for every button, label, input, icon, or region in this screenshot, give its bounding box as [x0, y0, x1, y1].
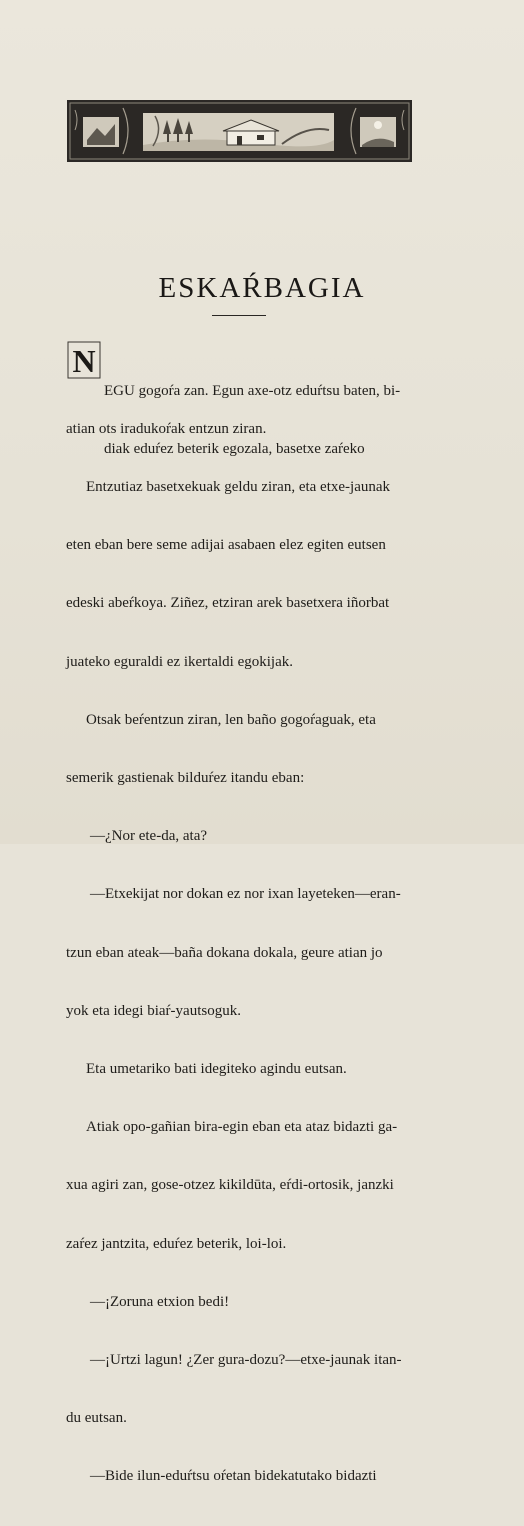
text-line: xua agiri zan, gose-otzez kikildūta, eŕdi-ortosik, janzki: [66, 1177, 394, 1194]
text-line: —¿Nor ete-da, ata?: [90, 828, 208, 845]
text-line: —¡Urtzi lagun! ¿Zer gura-dozu?—etxe-jaunak itan-: [90, 1352, 402, 1369]
text-line: diak eduŕez beterik egozala, basetxe zaŕeko: [104, 441, 365, 458]
text-line: —Etxekijat nor dokan ez nor ixan layeteken—eran-: [90, 886, 401, 903]
text-line: Otsak beŕentzun ziran, len baño gogoŕaguak, eta: [86, 711, 376, 728]
drop-cap-initial: [66, 340, 102, 380]
text-line: du eutsan.: [66, 1410, 127, 1427]
body-text: [66, 381, 428, 1526]
decorative-header-banner: [67, 100, 412, 162]
text-line: edeski abeŕkoya. Ziñez, etziran arek basetxera iñorbat: [66, 595, 390, 612]
text-line: —¡Zoruna etxion bedi!: [90, 1293, 230, 1310]
text-line: atian ots iradukoŕak entzun ziran.: [66, 420, 267, 437]
text-line: Eta umetariko bati idegiteko agindu eutsan.: [86, 1061, 347, 1078]
chapter-title: ESKAŔBAGIA: [158, 272, 366, 304]
text-line: eten eban bere seme adijai asabaen elez egiten eutsen: [66, 537, 386, 554]
text-line: —Bide ilun-eduŕtsu oŕetan bidekatutako bidazti: [90, 1468, 377, 1485]
text-line: tzun eban ateak—baña dokana dokala, geure atian jo: [66, 944, 383, 961]
title-underline: [212, 315, 266, 316]
text-line: yok eta idegi biaŕ-yautsoguk.: [66, 1002, 241, 1019]
text-line: semerik gastienak bilduŕez itandu eban:: [66, 770, 305, 787]
text-line: EGU gogoŕa zan. Egun axe-otz eduŕtsu baten, bi-: [104, 382, 401, 399]
text-line: juateko eguraldi ez ikertaldi egokijak.: [66, 653, 293, 670]
text-line: Entzutiaz basetxekuak geldu ziran, eta etxe-jaunak: [86, 479, 391, 496]
drop-cap-letter: N: [72, 343, 96, 379]
text-line: Atiak opo-gañian bira-egin eban eta ataz bidazti ga-: [86, 1119, 398, 1136]
text-line: zaŕez jantzita, eduŕez beterik, loi-loi.: [66, 1235, 287, 1252]
